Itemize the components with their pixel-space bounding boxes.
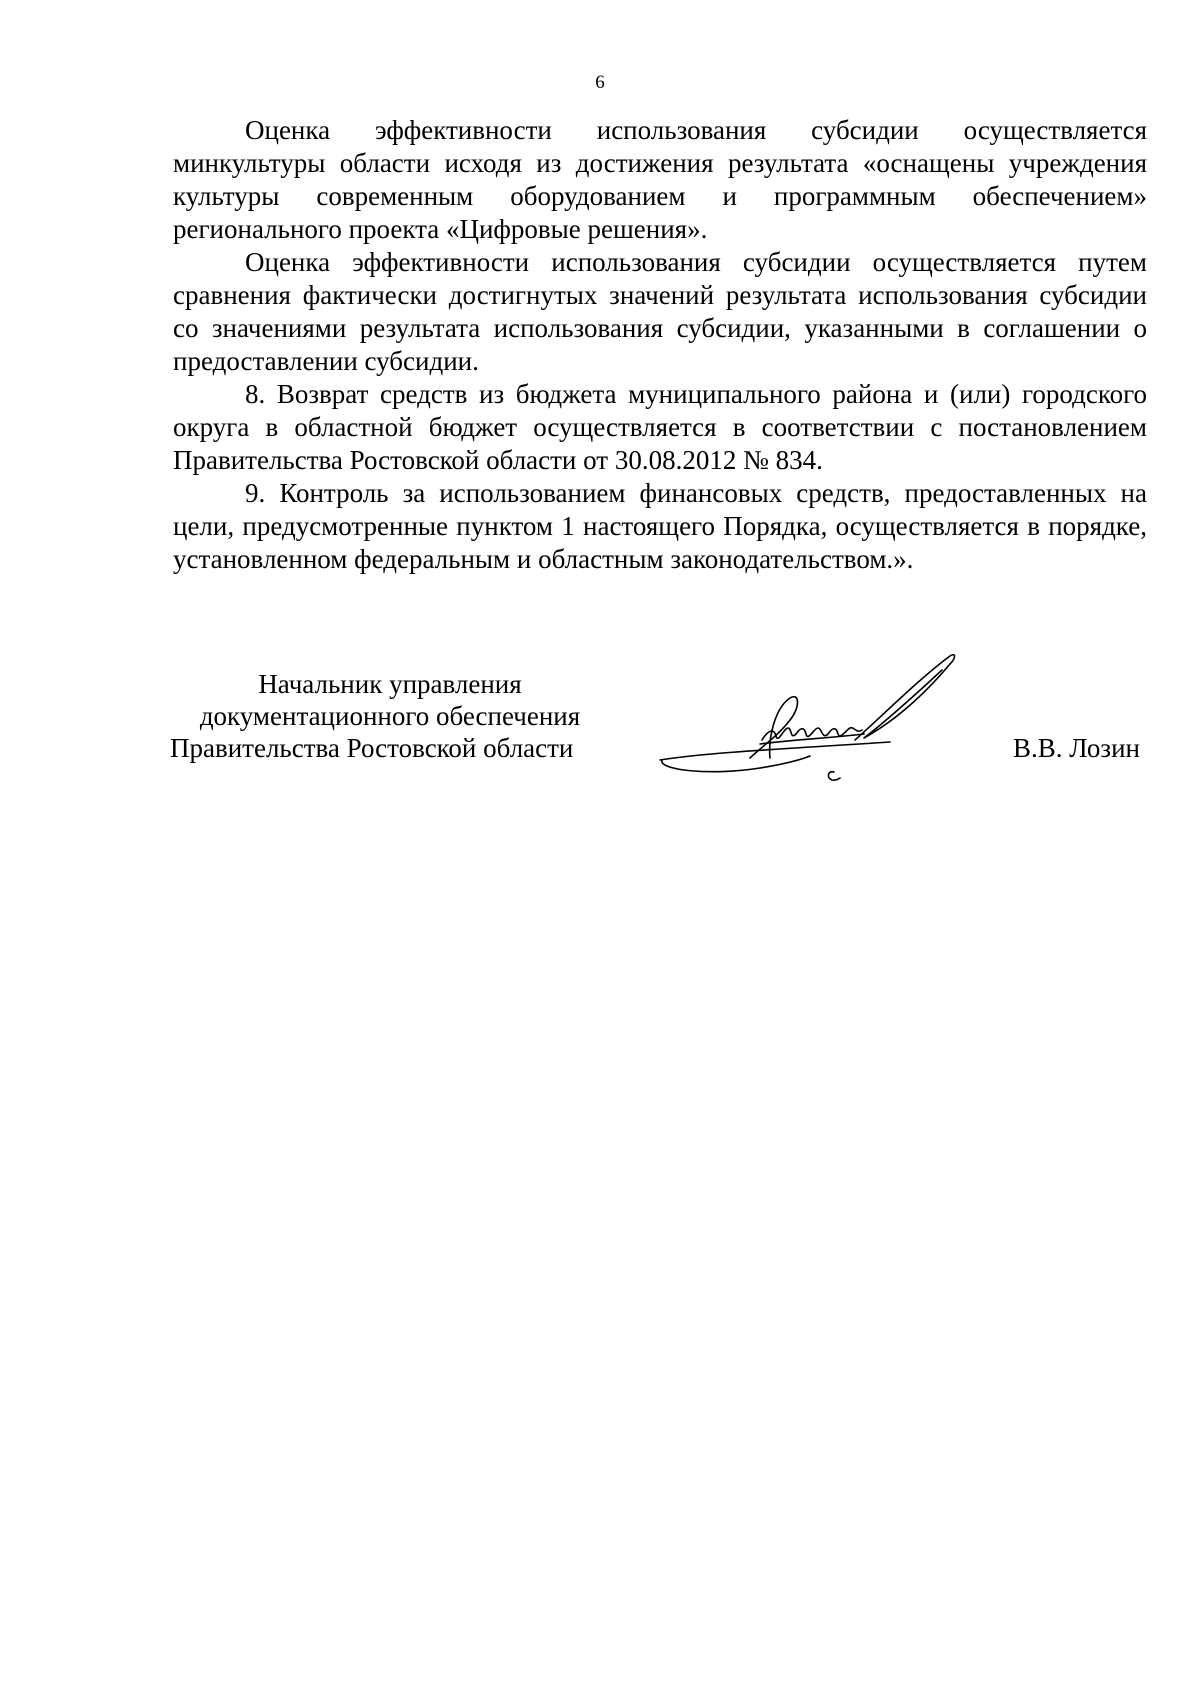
signatory-position-line-1: Начальник управления (258, 669, 522, 699)
page-number: 6 (595, 72, 605, 93)
handwritten-signature (650, 648, 980, 798)
signatory-position-line-2: документационного обеспечения (199, 701, 581, 731)
document-body (173, 114, 1147, 576)
paragraph-effectiveness-assessment: Оценка эффективности использования субсидии осуществляется минкультуры области исходя из достижения результата «оснащены учреждения культуры современным оборудованием и программным обеспечением» регионального проекта «Цифровые решения». (173, 115, 1147, 244)
signatory-position-line-3: Правительства Ростовской области (170, 733, 574, 763)
paragraph-item-8-refund: 8. Возврат средств из бюджета муниципального района и (или) городского округа в областной бюджет осуществляется в соответствии с постановлением Правительства Ростовской области от 30.08.2012 № 834. (173, 379, 1147, 475)
signatory-position (170, 668, 610, 764)
signature-block (170, 668, 1150, 808)
signatory-name: В.В. Лозин (1013, 733, 1140, 763)
paragraph-item-9-control: 9. Контроль за использованием финансовых средств, предоставленных на цели, предусмотренные пунктом 1 настоящего Порядка, осуществляется в порядке, установленном федеральным и областным законодательством.». (173, 478, 1147, 574)
paragraph-effectiveness-comparison: Оценка эффективности использования субсидии осуществляется путем сравнения фактически достигнутых значений результата использования субсидии со значениями результата использования субсидии, указанными в соглашении о предоставлении субсидии. (173, 247, 1147, 376)
